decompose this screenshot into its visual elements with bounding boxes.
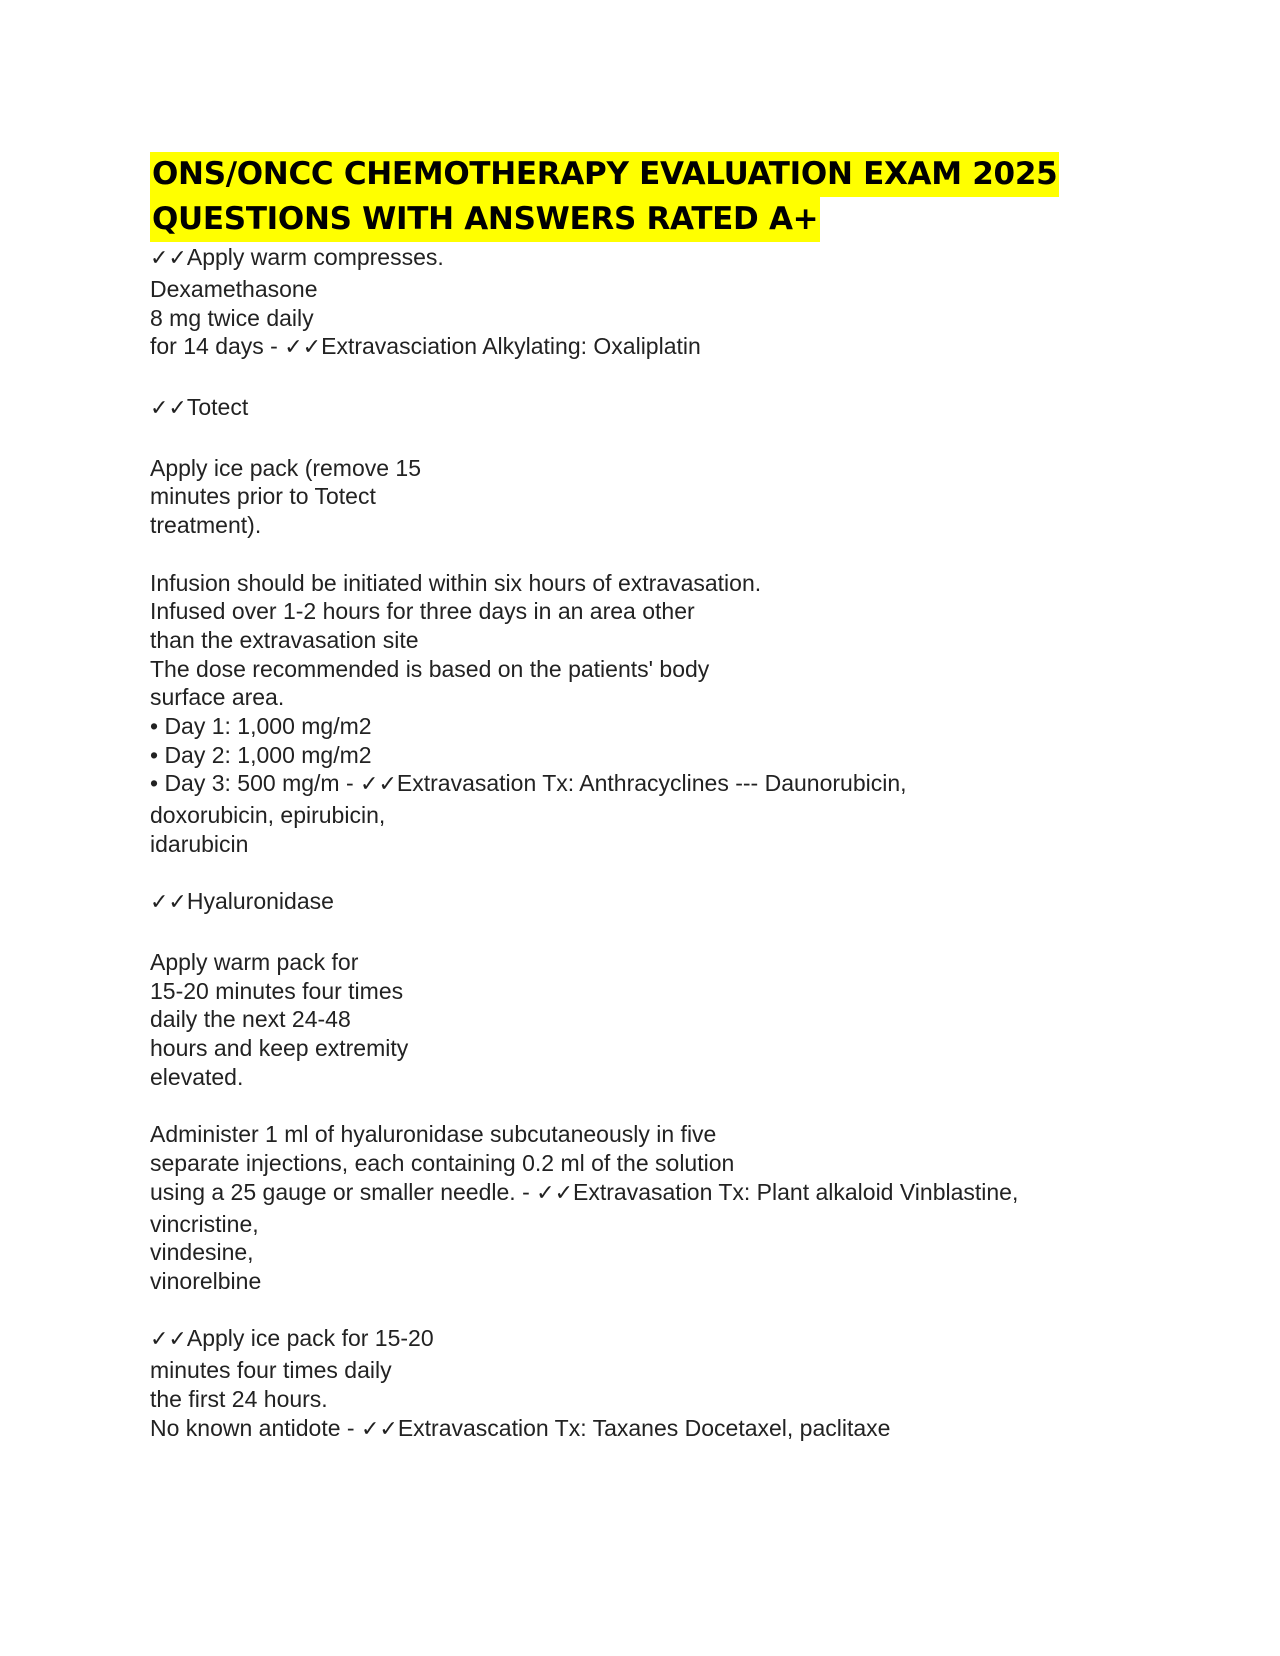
document-body <box>150 243 1200 1446</box>
text-line <box>150 1178 1200 1210</box>
line-text: Totect <box>186 394 249 421</box>
line-text: treatment). <box>150 512 262 539</box>
answer-text: Extravascation Tx: Taxanes Docetaxel, paclitaxe <box>397 1414 891 1441</box>
document-title <box>150 152 1059 242</box>
text-line <box>150 1034 1200 1063</box>
text-line <box>150 712 1200 741</box>
text-line <box>150 1063 1200 1092</box>
line-text: The dose recommended is based on the patients' body <box>150 655 710 682</box>
text-line <box>150 569 1200 598</box>
text-line <box>150 1356 1200 1385</box>
line-text: doxorubicin, epirubicin, <box>150 802 386 829</box>
line-text: vinorelbine <box>150 1267 262 1294</box>
double-check-icon: ✓✓ <box>150 890 187 916</box>
line-text: Apply warm compresses. <box>186 244 444 270</box>
line-text: • Day 3: 500 mg/m - <box>150 770 361 797</box>
text-line <box>150 482 1200 511</box>
double-check-icon: ✓✓ <box>150 396 187 422</box>
text-line <box>150 626 1200 655</box>
answer-text: Extravasation Tx: Anthracyclines --- Daunorubicin, <box>396 770 907 797</box>
paragraph-spacer <box>150 540 1200 569</box>
line-text: separate injections, each containing 0.2 ml of the solution <box>150 1149 735 1176</box>
line-text: vincristine, <box>150 1210 259 1237</box>
text-line <box>150 597 1200 626</box>
text-line <box>150 511 1200 540</box>
line-text: daily the next 24-48 <box>150 1006 351 1033</box>
line-text: minutes four times daily <box>150 1357 392 1384</box>
text-line <box>150 801 1200 830</box>
line-text: 15-20 minutes four times <box>150 977 404 1004</box>
double-check-icon: ✓✓ <box>150 246 187 271</box>
line-text: Apply ice pack for 15-20 <box>186 1325 434 1352</box>
text-line <box>150 977 1200 1006</box>
text-line <box>150 1210 1200 1239</box>
text-line <box>150 887 1200 919</box>
title-line-2: QUESTIONS WITH ANSWERS RATED A+ <box>150 197 820 242</box>
text-line <box>150 1385 1200 1414</box>
answer-text: Extravasation Tx: Plant alkaloid Vinblastine, <box>573 1178 1019 1205</box>
line-text: Administer 1 ml of hyaluronidase subcutaneously in five <box>150 1121 717 1148</box>
line-text: Apply ice pack (remove 15 <box>150 454 422 481</box>
line-text: 8 mg twice daily <box>150 304 314 331</box>
text-line <box>150 1324 1200 1356</box>
line-text: Infusion should be initiated within six hours of extravasation. <box>150 569 762 596</box>
text-line <box>150 1005 1200 1034</box>
text-line <box>150 1267 1200 1296</box>
line-text: Hyaluronidase <box>186 888 334 915</box>
text-line <box>150 454 1200 483</box>
line-text: Infused over 1-2 hours for three days in an area other <box>150 598 695 625</box>
line-text: the first 24 hours. <box>150 1386 328 1412</box>
double-check-icon: ✓✓ <box>360 772 397 798</box>
double-check-icon: ✓✓ <box>150 1327 187 1353</box>
text-line <box>150 830 1200 859</box>
line-text: elevated. <box>150 1063 244 1090</box>
line-text: for 14 days - <box>150 333 285 360</box>
text-line <box>150 1149 1200 1178</box>
paragraph-spacer <box>150 1296 1200 1325</box>
line-text: vindesine, <box>150 1239 254 1266</box>
paragraph-spacer <box>150 364 1200 393</box>
answer-text: Extravasciation Alkylating: Oxaliplatin <box>321 333 701 360</box>
text-line <box>150 1414 1200 1446</box>
title-line-1: ONS/ONCC CHEMOTHERAPY EVALUATION EXAM 2025 <box>150 152 1059 197</box>
text-line <box>150 655 1200 684</box>
text-line <box>150 948 1200 977</box>
text-line <box>150 275 1200 304</box>
text-line <box>150 769 1200 801</box>
text-line <box>150 1120 1200 1149</box>
line-text: using a 25 gauge or smaller needle. - <box>150 1178 537 1205</box>
line-text: surface area. <box>150 684 285 711</box>
text-line <box>150 741 1200 770</box>
line-text: hours and keep extremity <box>150 1035 409 1062</box>
paragraph-spacer <box>150 919 1200 948</box>
line-text: idarubicin <box>150 831 249 857</box>
double-check-icon: ✓✓ <box>284 335 322 361</box>
text-line <box>150 332 1200 364</box>
text-line <box>150 683 1200 712</box>
paragraph-spacer <box>150 1092 1200 1121</box>
paragraph-spacer <box>150 859 1200 888</box>
text-line <box>150 393 1200 425</box>
line-text: Dexamethasone <box>150 276 318 302</box>
line-text: than the extravasation site <box>150 626 419 653</box>
line-text: minutes prior to Totect <box>150 483 376 510</box>
line-text: • Day 1: 1,000 mg/m2 <box>150 712 372 739</box>
double-check-icon: ✓✓ <box>360 1416 398 1442</box>
line-text: No known antidote - <box>150 1414 361 1441</box>
text-line <box>150 1238 1200 1267</box>
double-check-icon: ✓✓ <box>536 1180 574 1206</box>
line-text: • Day 2: 1,000 mg/m2 <box>150 741 372 768</box>
text-line <box>150 304 1200 333</box>
line-text: Apply warm pack for <box>150 949 359 976</box>
text-line <box>150 243 1200 275</box>
paragraph-spacer <box>150 425 1200 454</box>
